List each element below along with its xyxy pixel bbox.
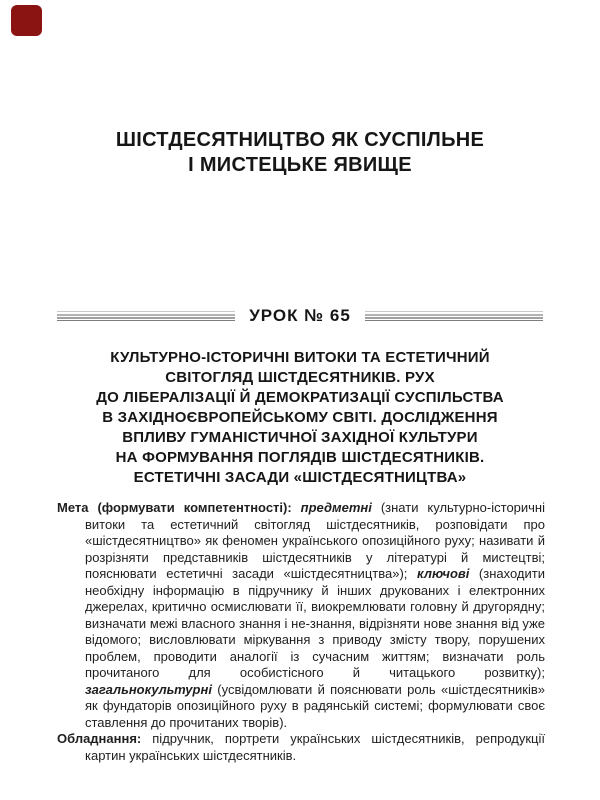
lesson-topic-line: ВПЛИВУ ГУМАНІСТИЧНОЇ ЗАХІДНОЇ КУЛЬТУРИ bbox=[122, 429, 478, 446]
page-title-line-1: ШІСТДЕСЯТНИЦТВО ЯК СУСПІЛЬНЕ bbox=[115, 129, 485, 151]
text-segment: загальнокультурні bbox=[85, 681, 218, 697]
text-segment: Обладнання: bbox=[57, 731, 153, 746]
text-segment: підручник, портрети українських шістдесятників, репродукції картин українських шістдесятників. bbox=[85, 731, 545, 763]
text-segment: (усвідомлювати й пояснювати роль «шістдесятників» як фундаторів опозиційного руху в радянській системі; формулювати своє ставлення до прочитаних творів). bbox=[85, 681, 545, 730]
decorative-rule-right bbox=[365, 311, 543, 321]
page-title bbox=[40, 128, 560, 178]
lesson-topic-title bbox=[28, 348, 572, 488]
text-segment: ключові bbox=[416, 566, 479, 581]
text-segment: (знати культурно-історичні витоки та естетичний світогляд шістдесятників, розповідати про «шістдесятництво» як феномен українського опозиційного руху; називати й розрізняти представників шістдесятників у літературі й мистецтві; пояснювати естетичні засади «шістдесятництва»); bbox=[85, 500, 545, 581]
corner-badge bbox=[11, 5, 42, 36]
lesson-topic-line: ДО ЛІБЕРАЛІЗАЦІЇ Й ДЕМОКРАТИЗАЦІЇ СУСПІЛЬСТВА bbox=[96, 389, 504, 406]
lesson-topic-line: ЕСТЕТИЧНІ ЗАСАДИ «ШІСТДЕСЯТНИЦТВА» bbox=[133, 469, 467, 486]
text-segment: предметні bbox=[300, 500, 381, 515]
decorative-rule-left bbox=[57, 311, 235, 321]
meta-paragraph bbox=[57, 500, 545, 731]
lesson-topic-line: В ЗАХІДНОЄВРОПЕЙСЬКОМУ СВІТІ. ДОСЛІДЖЕННЯ bbox=[102, 409, 498, 426]
lesson-topic-line: КУЛЬТУРНО-ІСТОРИЧНІ ВИТОКИ ТА ЕСТЕТИЧНИЙ bbox=[110, 349, 490, 366]
page-title-line-2: І МИСТЕЦЬКЕ ЯВИЩЕ bbox=[188, 154, 412, 176]
lesson-topic-line: НА ФОРМУВАННЯ ПОГЛЯДІВ ШІСТДЕСЯТНИКІВ. bbox=[115, 449, 485, 466]
text-segment: (знаходити необхідну інформацію в підручнику й інших друкованих і електронних джерелах, критично осмислювати її, виокремлювати головну й другорядну; визначати межі власного знання і не-знання, відрізняти нове знання від уже відомого; висловлювати міркування з приводу змісту твору, порушених проблем, проводити аналогії із сучасним життям; визначати роль прочитаного для особистісного й читацького розвитку); bbox=[85, 566, 545, 680]
equipment-paragraph bbox=[57, 731, 545, 764]
lesson-number-label: УРОК № 65 bbox=[249, 306, 351, 325]
lesson-topic-line: СВІТОГЛЯД ШІСТДЕСЯТНИКІВ. РУХ bbox=[165, 369, 435, 386]
text-segment: Мета (формувати компетентності): bbox=[57, 500, 301, 515]
body-text bbox=[57, 500, 545, 764]
lesson-banner bbox=[57, 304, 543, 328]
